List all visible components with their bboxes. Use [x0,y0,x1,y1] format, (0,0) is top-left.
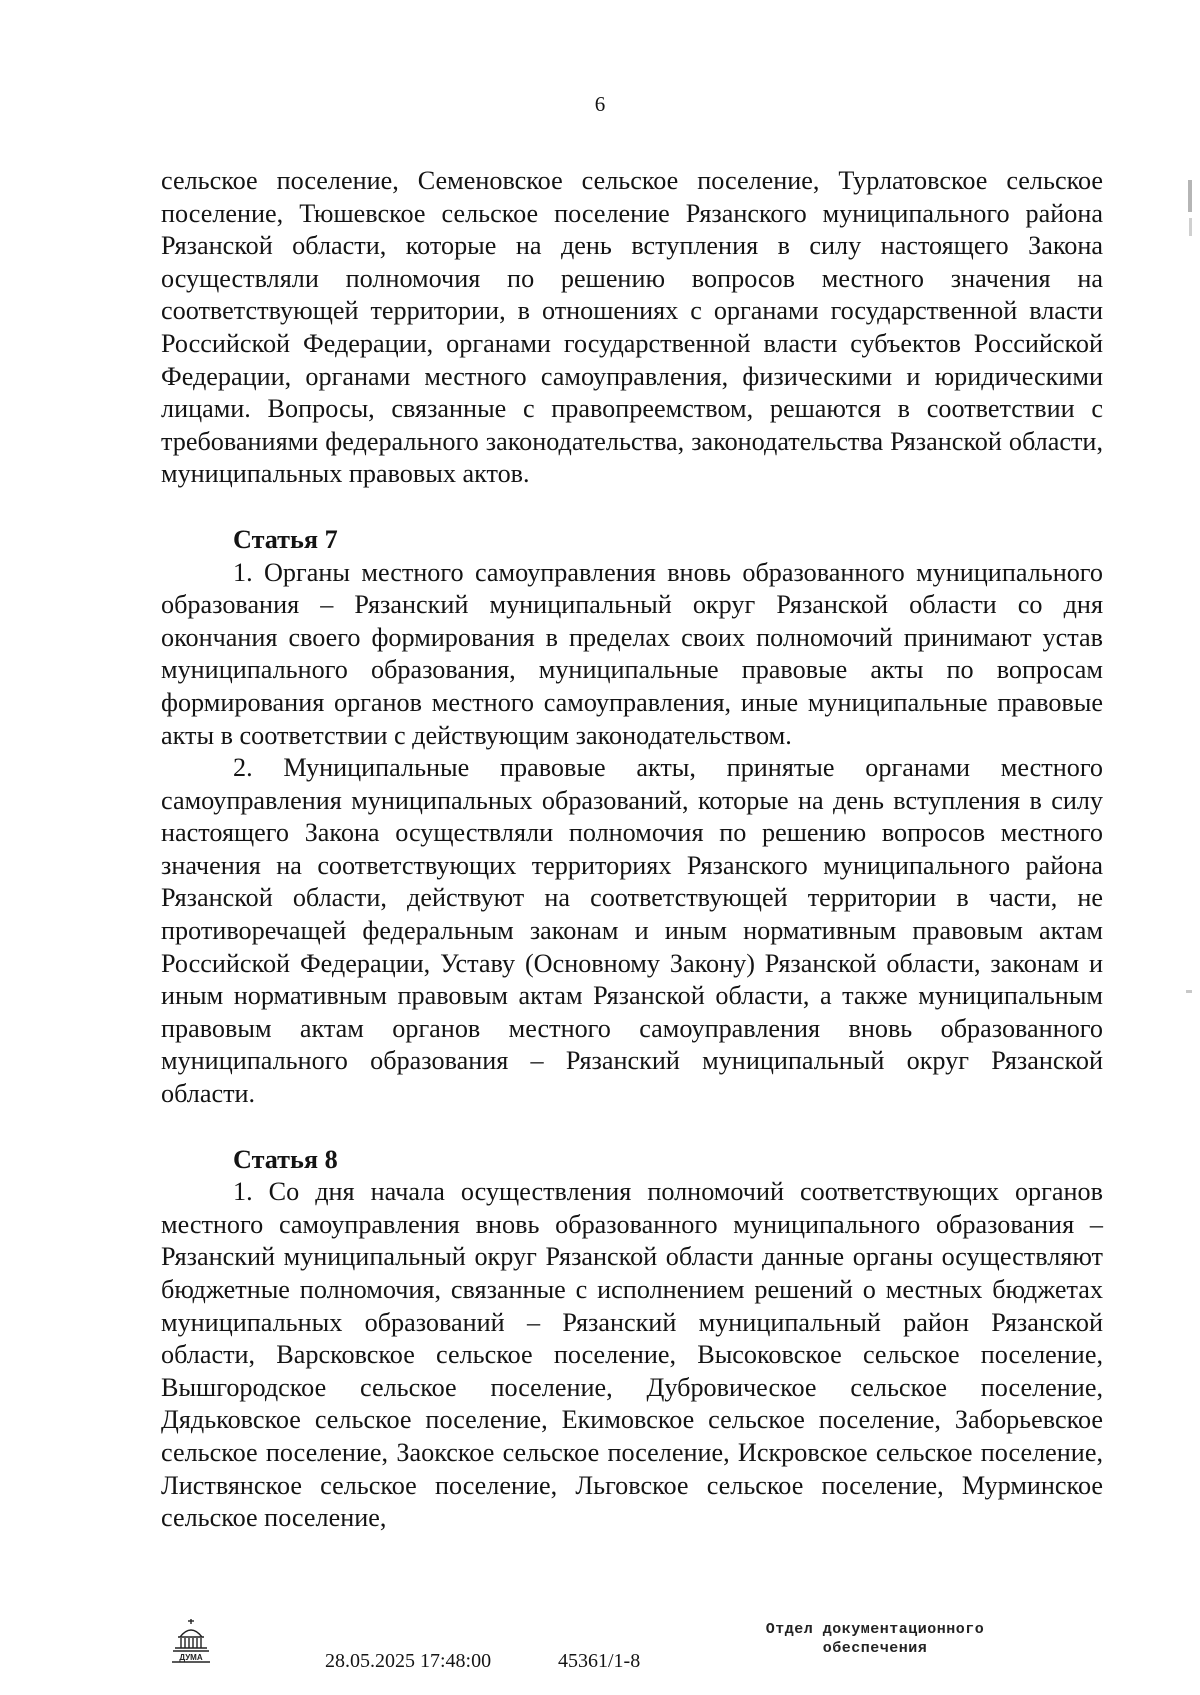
stamp-line-2: обеспечения [822,1640,928,1657]
scan-artifact [1189,218,1192,236]
page-number: 6 [594,92,606,116]
article-7-paragraph-1: 1. Органы местного самоуправления вновь образованного муниципального образования – Рязанский муниципальный округ Рязанской области со дня окончания своего формирования в пределах своих полномочий принимают устав муниципального образования, муниципальные правовые акты по вопросам формирования органов местного самоуправления, иные муниципальные правовые акты в соответствии с действующим законодательством. [161,557,1103,750]
intro-paragraph: сельское поселение, Семеновское сельское поселение, Турлатовское сельское поселение, Тюшевское сельское поселение Рязанского муниципального района Рязанской области, которые на день вступления в силу настоящего Закона осуществляли полномочия по решению вопросов местного значения на соответствующей территории, в отношениях с органами государственной власти Российской Федерации, органами государственной власти субъектов Российской Федерации, органами местного самоуправления, физическими и юридическими лицами. Вопросы, связанные с правопреемством, решаются в соответствии с требованиями федерального законодательства, законодательства Рязанской области, муниципальных правовых актов. [161,166,1103,489]
section-gap [161,491,1103,524]
article-8-paragraph-1: 1. Со дня начала осуществления полномочий соответствующих органов местного самоуправления вновь образованного муниципального образования – Рязанский муниципальный округ Рязанской области данные органы осуществляют бюджетные полномочия, связанные с исполнением решений о местных бюджетах муниципальных образований – Рязанский муниципальный район Рязанской области, Варсковское сельское поселение, Высоковское сельское поселение, Вышгородское сельское поселение, Дубровическое сельское поселение, Дядьковское сельское поселение, Екимовское сельское поселение, Заборьевское сельское поселение, Заокское сельское поселение, Искровское сельское поселение, Листвянское сельское поселение, Льговское сельское поселение, Мурминское сельское поселение, [161,1177,1103,1533]
footer-registration-number: 45361/1-8 [558,1650,641,1672]
scan-artifact [1186,990,1192,993]
article-8-heading: Статья 8 [233,1144,338,1174]
footer-datetime: 28.05.2025 17:48:00 [325,1650,492,1672]
document-body [161,165,1103,1535]
scan-artifact [1188,180,1192,212]
stamp-line-1: Отдел документационного [765,1621,985,1638]
duma-logo-icon [170,1617,212,1663]
article-7-heading: Статья 7 [233,524,338,554]
department-stamp [735,1620,1015,1658]
logo-text: ДУМА [179,1653,203,1662]
section-gap [161,1111,1103,1144]
article-7-paragraph-2: 2. Муниципальные правовые акты, принятые органами местного самоуправления муниципальных образований, которые на день вступления в силу настоящего Закона осуществляли полномочия по решению вопросов местного значения на соответствующих территориях Рязанского муниципального района Рязанской области, действуют на соответствующей территории в части, не противоречащей федеральным законам и иным нормативным правовым актам Российской Федерации, Уставу (Основному Закону) Рязанской области, законам и иным нормативным правовым актам Рязанской области, а также муниципальным правовым актам органов местного самоуправления вновь образованного муниципального образования – Рязанский муниципальный округ Рязанской области. [161,753,1103,1109]
